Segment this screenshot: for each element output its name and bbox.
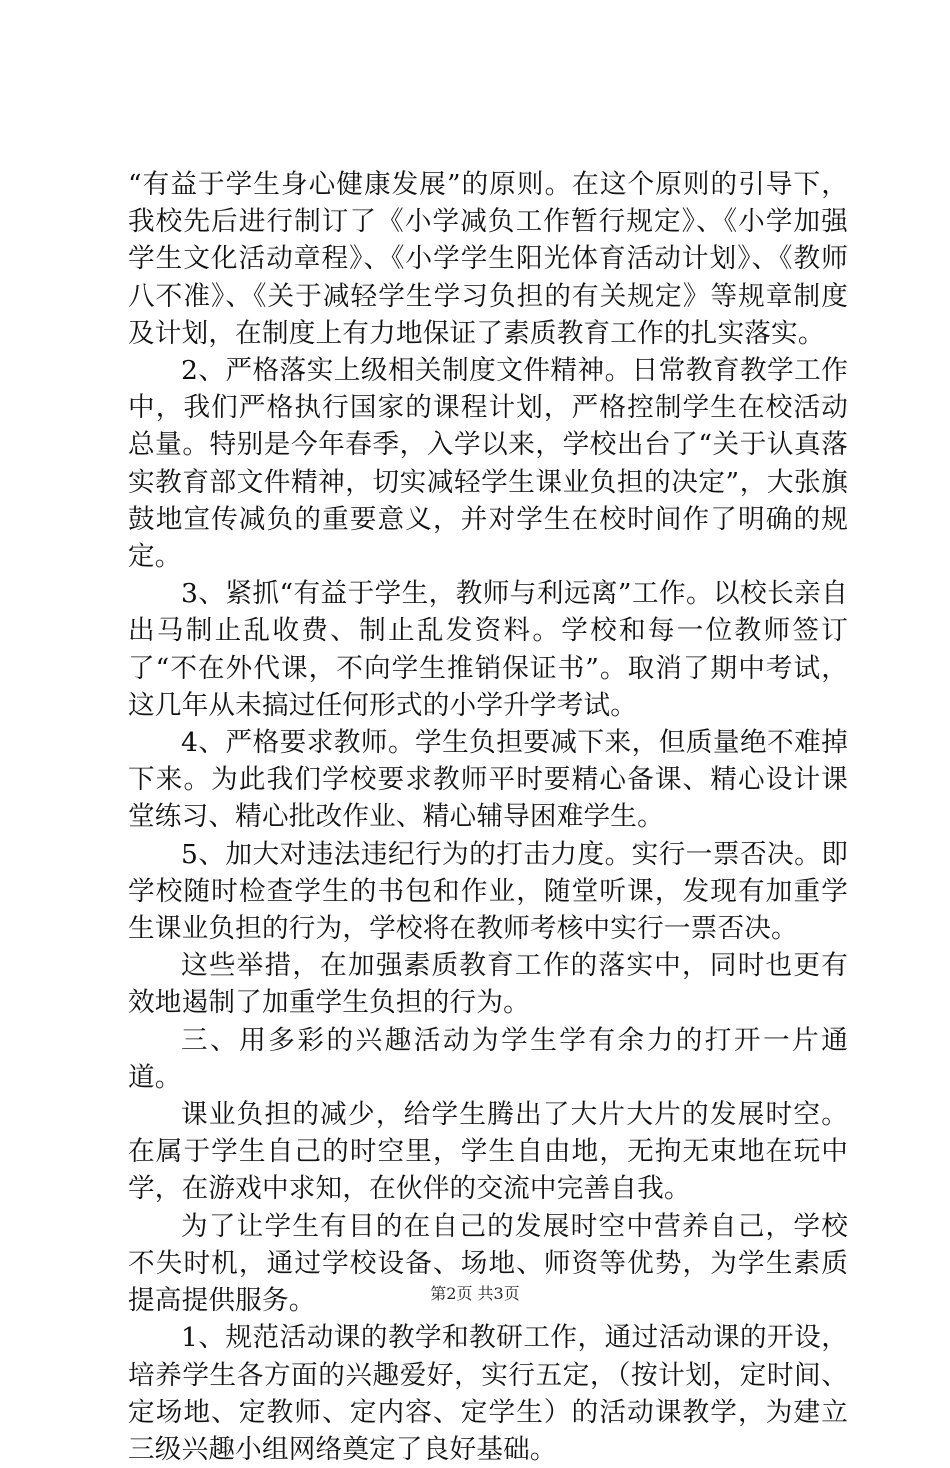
- section-heading-three: 三、用多彩的兴趣活动为学生学有余力的打开一片通道。: [128, 1024, 848, 1093]
- page-total: 共3页: [477, 1284, 520, 1303]
- paragraph-item-3: 3、紧抓“有益于学生，教师与利远离”工作。以校长亲自出马制止乱收费、制止乱发资料。学校和每一位教师签订了“不在外代课，不向学生推销保证书”。取消了期中考试，这几年从未搞过任何形式的小学升学考试。: [128, 578, 848, 721]
- paragraph-intro-service: 为了让学生有目的在自己的发展时空中营养自己，学校不失时机，通过学校设备、场地、师资等优势，为学生素质提高提供服务。: [128, 1210, 848, 1317]
- document-body: [128, 166, 848, 1468]
- paragraph-continuation: “有益于学生身心健康发展”的原则。在这个原则的引导下，我校先后进行制订了《小学减负工作暂行规定》、《小学加强学生文化活动章程》、《小学学生阳光体育活动计划》、《教师八不准》、《关于减轻学生学习负担的有关规定》等规章制度及计划，在制度上有力地保证了素质教育工作的扎实落实。: [128, 169, 848, 349]
- paragraph-summary: 这些举措，在加强素质教育工作的落实中，同时也更有效地遏制了加重学生负担的行为。: [128, 950, 848, 1019]
- page-number: 第2页: [430, 1284, 473, 1303]
- paragraph-item-4: 4、严格要求教师。学生负担要减下来，但质量绝不难掉下来。为此我们学校要求教师平时要精心备课、精心设计课堂练习、精心批改作业、精心辅导困难学生。: [128, 727, 848, 833]
- page-footer: [0, 1284, 950, 1304]
- paragraph-intro-time: 课业负担的减少，给学生腾出了大片大片的发展时空。在属于学生自己的时空里，学生自由地，无拘无束地在玩中学，在游戏中求知，在伙伴的交流中完善自我。: [128, 1099, 848, 1205]
- paragraph-activity-1: 1、规范活动课的教学和教研工作，通过活动课的开设，培养学生各方面的兴趣爱好，实行五定，（按计划，定时间、定场地、定教师、定内容、定学生）的活动课教学，为建立三级兴趣小组网络奠定了良好基础。: [128, 1322, 848, 1465]
- paragraph-item-2: 2、严格落实上级相关制度文件精神。日常教育教学工作中，我们严格执行国家的课程计划，严格控制学生在校活动总量。特别是今年春季，入学以来，学校出台了“关于认真落实教育部文件精神，切实减轻学生课业负担的决定”，大张旗鼓地宣传减负的重要意义，并对学生在校时间作了明确的规定。: [128, 355, 848, 573]
- paragraph-item-5: 5、加大对违法违纪行为的打击力度。实行一票否决。即学校随时检查学生的书包和作业，随堂听课，发现有加重学生课业负担的行为，学校将在教师考核中实行一票否决。: [128, 838, 848, 945]
